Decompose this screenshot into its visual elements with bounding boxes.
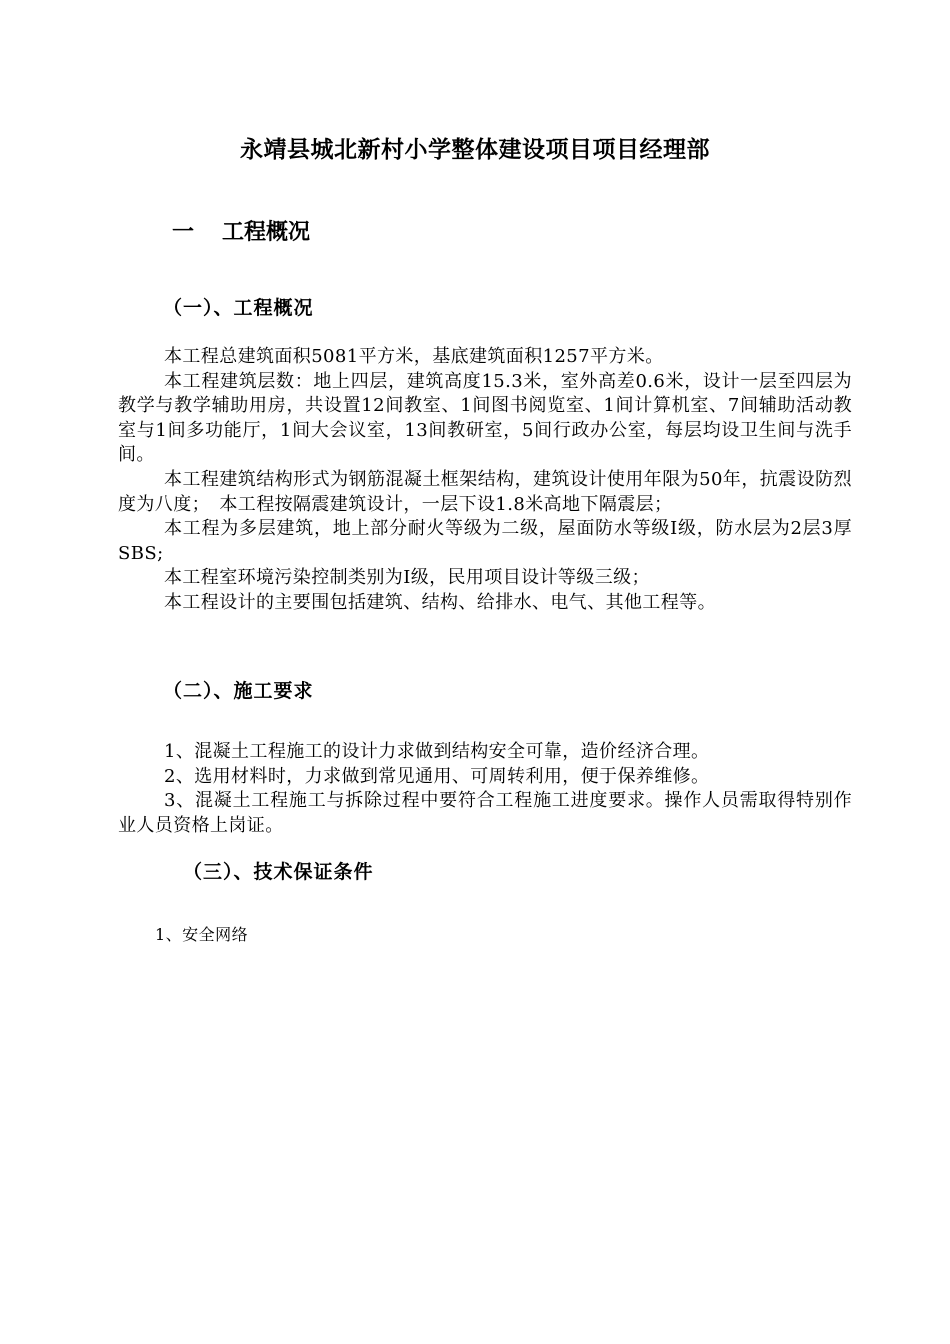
section-1-body: [118, 345, 852, 616]
paragraph: 本工程建筑结构形式为钢筋混凝土框架结构，建筑设计使用年限为50年，抗震设防烈度为八度； 本工程按隔震建筑设计，一层下设1.8米高地下隔震层；: [118, 468, 852, 515]
paragraph: 本工程建筑层数：地上四层，建筑高度15.3米，室外高差0.6米，设计一层至四层为教学与教学辅助用房，共设置12间教室、1间图书阅览室、1间计算机室、7间辅助活动教室与1间多功能厅，1间大会议室，13间教研室，5间行政办公室，每层均设卫生间与洗手间。: [118, 370, 852, 466]
heading-number: 一: [172, 220, 195, 245]
paragraph: 3、混凝土工程施工与拆除过程中要符合工程施工进度要求。操作人员需取得特别作业人员资格上岗证。: [118, 790, 852, 836]
heading-engineering-overview: [172, 218, 310, 248]
section-2-body: [118, 740, 852, 838]
section-2-heading: （二）、施工要求: [163, 680, 314, 702]
paragraph: 本工程室环境污染控制类别为Ⅰ级，民用项目设计等级三级；: [164, 567, 650, 589]
paragraph: 本工程总建筑面积5081平方米，基底建筑面积1257平方米。: [164, 346, 664, 367]
document-title: 永靖县城北新村小学整体建设项目项目经理部: [240, 137, 710, 163]
section-3-item: 1、安全网络: [155, 925, 249, 944]
paragraph: 1、混凝土工程施工的设计力求做到结构安全可靠，造价经济合理。: [164, 741, 710, 762]
paragraph: 本工程为多层建筑，地上部分耐火等级为二级，屋面防水等级Ⅰ级，防水层为2层3厚SBS;: [118, 518, 852, 564]
paragraph: 2、选用材料时，力求做到常见通用、可周转利用，便于保养维修。: [164, 765, 710, 787]
paragraph: 本工程设计的主要围包括建筑、结构、给排水、电气、其他工程等。: [164, 591, 716, 613]
heading-text: 工程概况: [222, 220, 311, 245]
section-3-heading: （三）、技术保证条件: [183, 861, 374, 883]
section-1-heading: （一）、工程概况: [163, 297, 314, 319]
